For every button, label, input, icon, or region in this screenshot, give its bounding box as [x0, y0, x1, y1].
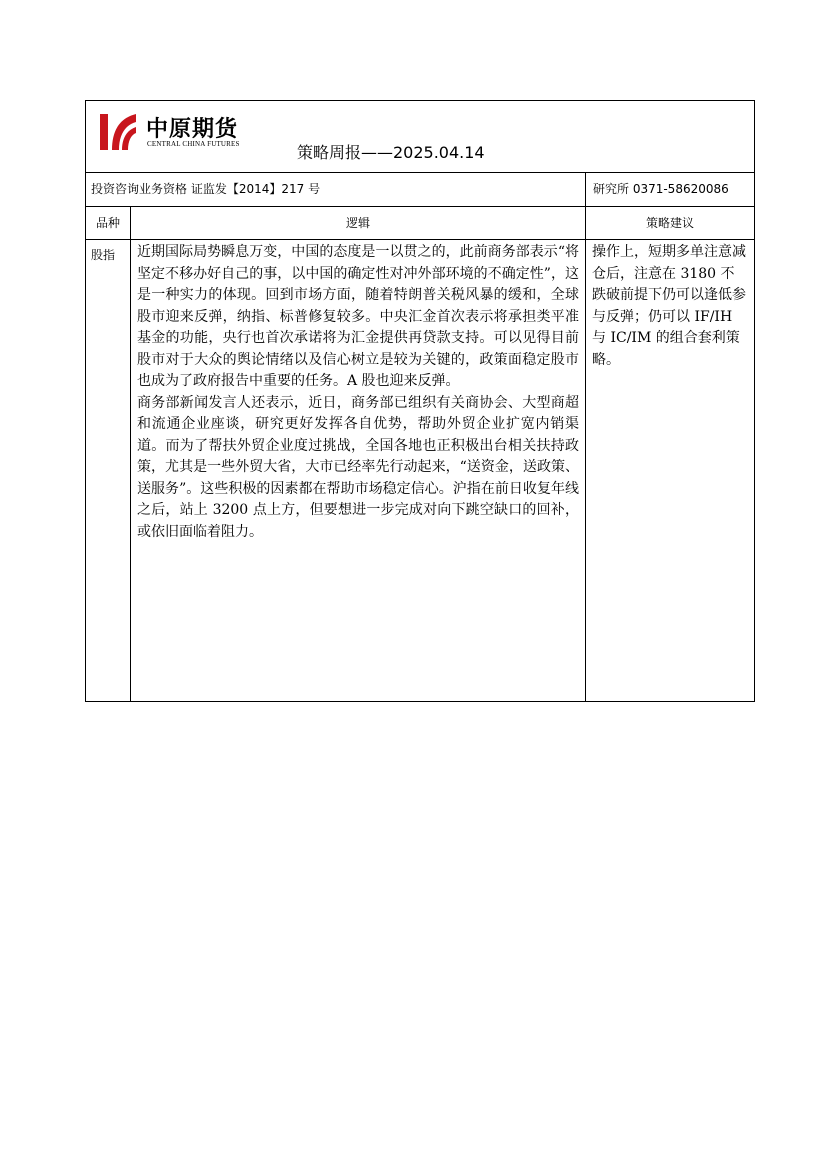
logic-cell	[131, 240, 586, 702]
column-header-advice: 策略建议	[586, 207, 755, 240]
company-name-en: CENTRAL CHINA FUTURES	[147, 140, 240, 148]
report-title: 策略周报——2025.04.14	[297, 143, 485, 162]
column-header-logic: 逻辑	[131, 207, 586, 240]
table-row	[86, 240, 755, 702]
company-name-cn: 中原期货	[146, 116, 239, 142]
info-row	[86, 173, 755, 207]
column-header-row	[86, 207, 755, 240]
company-logo	[98, 110, 268, 152]
variety-cell: 股指	[86, 240, 131, 702]
column-header-variety: 品种	[86, 207, 131, 240]
header-row	[86, 101, 755, 173]
qualification-text: 投资咨询业务资格 证监发【2014】217 号	[86, 173, 586, 207]
logic-paragraph: 近期国际局势瞬息万变，中国的态度是一以贯之的，此前商务部表示“将坚定不移办好自己的事，以中国的确定性对冲外部环境的不确定性”，这是一种实力的体现。回到市场方面，随着特朗普关税风暴的缓和，全球股市迎来反弹，纳指、标普修复较多。中央汇金首次表示将承担类平准基金的功能，央行也首次承诺将为汇金提供再贷款支持。可以见得目前股市对于大众的舆论情绪以及信心树立是较为关键的，政策面稳定股市也成为了政府报告中重要的任务。A 股也迎来反弹。	[137, 244, 579, 389]
logic-paragraph: 商务部新闻发言人还表示，近日，商务部已组织有关商协会、大型商超和流通企业座谈，研究更好发挥各自优势，帮助外贸企业扩宽内销渠道。而为了帮扶外贸企业度过挑战，全国各地也正积极出台相关扶持政策，尤其是一些外贸大省，大市已经率先行动起来，“送资金，送政策、送服务”。这些积极的因素都在帮助市场稳定信心。沪指在前日收复年线之后，站上 3200 点上方，但要想进一步完成对向下跳空缺口的回补，或依旧面临着阻力。	[137, 394, 579, 540]
company-logo-icon	[98, 110, 138, 152]
report-header	[86, 101, 755, 173]
advice-cell: 操作上，短期多单注意减仓后，注意在 3180 不跌破前提下仍可以逢低参与反弹；仍可以 IF/IH 与 IC/IM 的组合套利策略。	[586, 240, 755, 702]
strategy-report-table	[85, 100, 755, 702]
contact-phone: 研究所 0371-58620086	[586, 173, 755, 207]
